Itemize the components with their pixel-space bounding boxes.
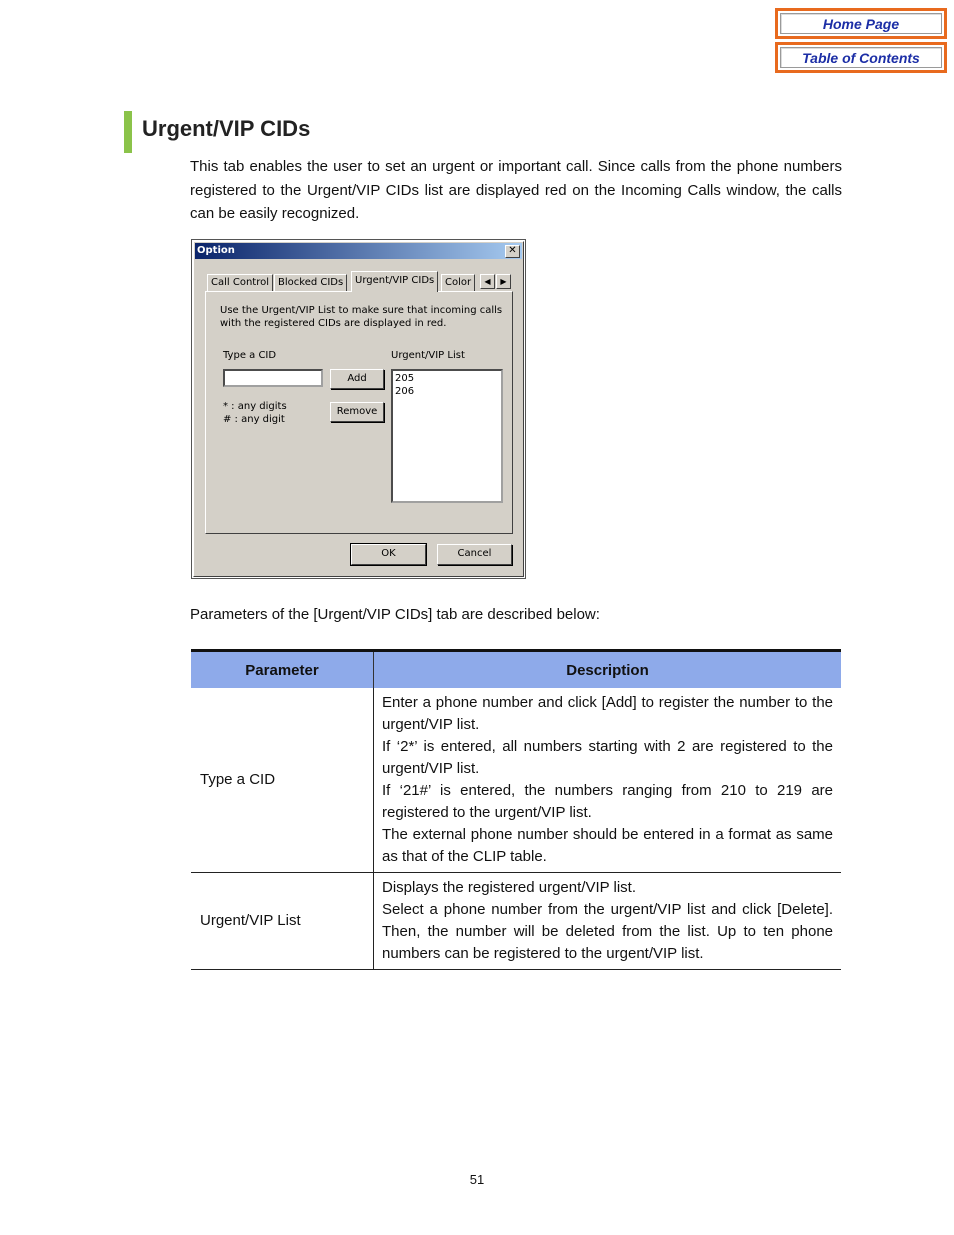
section-intro: This tab enables the user to set an urgent or important call. Since calls from the phone numbers registered to the Urgent/VIP CIDs list are displayed red on the Incoming Calls window, the calls can be easily recognized. bbox=[190, 158, 842, 222]
list-label: Urgent/VIP List bbox=[391, 350, 465, 361]
table-of-contents-button[interactable] bbox=[775, 42, 947, 73]
home-page-label: Home Page bbox=[780, 13, 942, 34]
cancel-button[interactable]: Cancel bbox=[437, 544, 512, 565]
option-dialog bbox=[193, 241, 524, 577]
list-item[interactable]: 205 bbox=[395, 373, 415, 384]
page-number: 51 bbox=[469, 1172, 485, 1187]
header-description: Description bbox=[374, 651, 842, 689]
close-icon[interactable]: ✕ bbox=[505, 245, 520, 258]
dialog-description-line1: Use the Urgent/VIP List to make sure that incoming calls bbox=[220, 305, 503, 316]
description-line: Enter a phone number and click [Add] to register the number to the urgent/VIP list. bbox=[382, 694, 833, 733]
tab-scroll-right-icon[interactable]: ▶ bbox=[496, 274, 511, 289]
table-row bbox=[191, 873, 841, 970]
list-item[interactable]: 206 bbox=[395, 386, 415, 397]
title-accent-bar bbox=[124, 111, 132, 153]
tab-scroll-left-icon[interactable]: ◀ bbox=[480, 274, 495, 289]
table-header-row bbox=[191, 651, 841, 689]
dialog-title: Option bbox=[197, 245, 235, 256]
parameter-cell: Urgent/VIP List bbox=[191, 873, 374, 970]
ok-button[interactable]: OK bbox=[351, 544, 426, 565]
description-cell bbox=[374, 873, 842, 970]
description-line: If ‘2*’ is entered, all numbers starting with 2 are registered to the urgent/VIP list. bbox=[382, 738, 833, 777]
params-intro: Parameters of the [Urgent/VIP CIDs] tab are described below: bbox=[190, 606, 600, 623]
description-line: If ‘21#’ is entered, the numbers ranging from 210 to 219 are registered to the urgent/VIP list. bbox=[382, 782, 833, 821]
dialog-titlebar bbox=[195, 243, 522, 259]
dialog-description-line2: with the registered CIDs are displayed in red. bbox=[220, 318, 447, 329]
remove-button[interactable]: Remove bbox=[330, 402, 384, 422]
home-page-button[interactable] bbox=[775, 8, 947, 39]
tab-call-control[interactable]: Call Control bbox=[207, 274, 273, 291]
table-row bbox=[191, 688, 841, 873]
urgent-vip-listbox[interactable] bbox=[391, 369, 503, 503]
table-of-contents-label: Table of Contents bbox=[780, 47, 942, 68]
header-parameter: Parameter bbox=[191, 651, 374, 689]
tab-blocked-cids[interactable]: Blocked CIDs bbox=[274, 274, 347, 291]
description-line: Select a phone number from the urgent/VIP list and click [Delete]. Then, the number will be deleted from the list. Up to ten phone numbers can be registered to the urgent/VIP list. bbox=[382, 901, 833, 962]
description-cell bbox=[374, 688, 842, 873]
section-title: Urgent/VIP CIDs bbox=[142, 116, 311, 141]
cid-input[interactable] bbox=[223, 369, 323, 387]
description-line: Displays the registered urgent/VIP list. bbox=[382, 879, 637, 896]
tab-urgent-vip-cids[interactable]: Urgent/VIP CIDs bbox=[351, 271, 438, 292]
add-button[interactable]: Add bbox=[330, 369, 384, 389]
tab-color[interactable]: Color bbox=[441, 274, 475, 291]
parameter-cell: Type a CID bbox=[191, 688, 374, 873]
hint-any-digit: # : any digit bbox=[223, 414, 285, 425]
hint-any-digits: * : any digits bbox=[223, 401, 287, 412]
parameters-table bbox=[191, 649, 841, 970]
description-line: The external phone number should be entered in a format as same as that of the CLIP table. bbox=[382, 826, 833, 865]
cid-label: Type a CID bbox=[223, 350, 277, 361]
